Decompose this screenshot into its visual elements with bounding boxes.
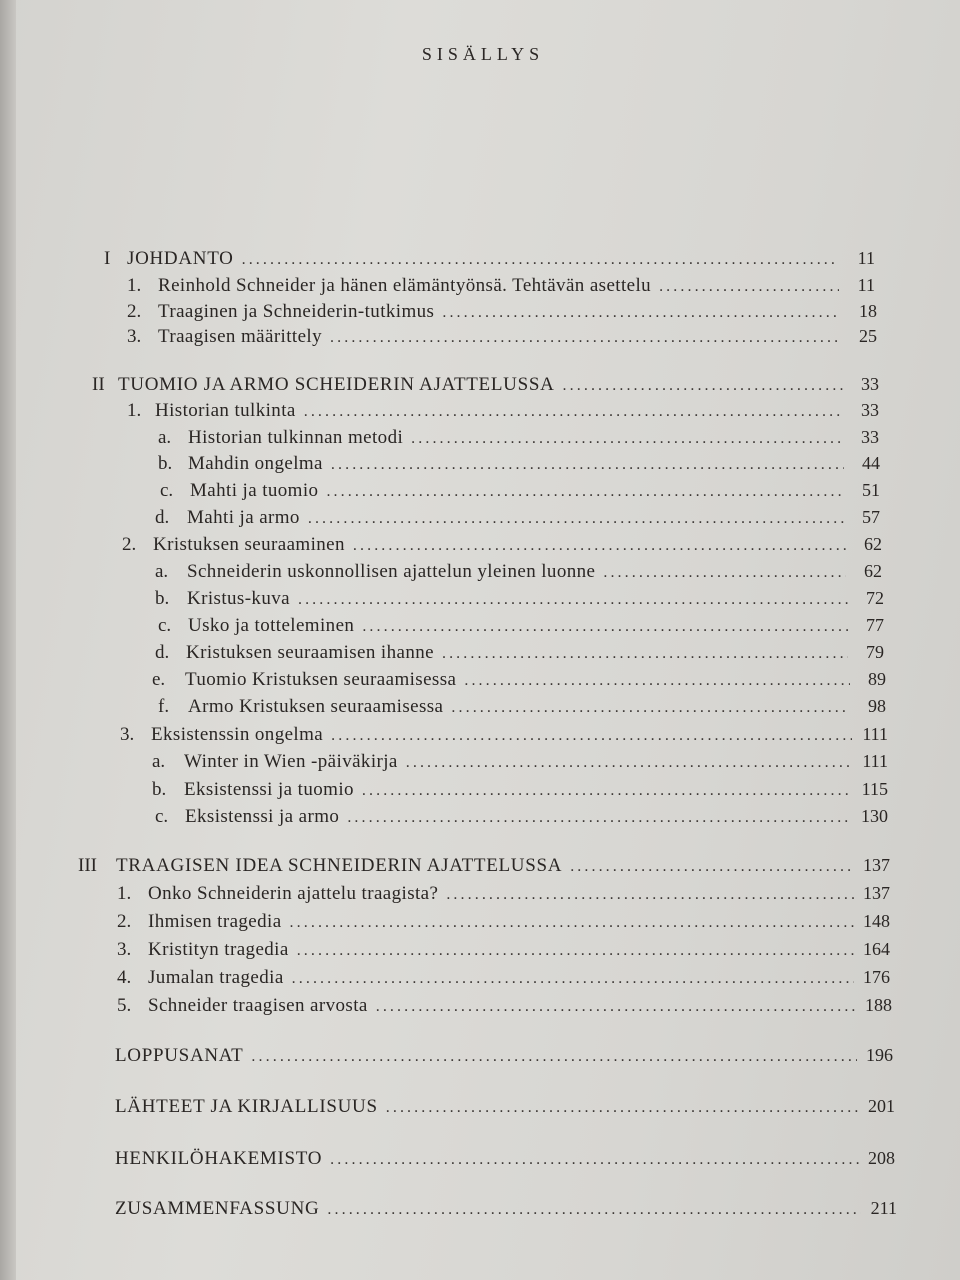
toc-entry-page-number: 33: [861, 374, 879, 394]
page-title: SISÄLLYS: [421, 44, 545, 64]
toc-entry-title: Kristuksen seuraaminen: [153, 534, 345, 555]
leader-dots: [251, 1048, 857, 1066]
toc-entry-title: Ihmisen tragedia: [148, 911, 282, 932]
toc-entry-title: Schneider traagisen arvosta: [148, 995, 368, 1016]
toc-entry-page-number: 62: [864, 534, 882, 554]
leader-dots: [451, 699, 850, 717]
toc-entry: [158, 696, 886, 718]
toc-entry-number: 3.: [117, 939, 132, 960]
toc-entry-page-number: 11: [857, 275, 875, 295]
toc-entry-page-number: 79: [866, 642, 884, 662]
toc-entry-page-number: 25: [859, 326, 877, 346]
toc-entry-page-number: 176: [863, 967, 890, 987]
toc-entry-number: 3.: [127, 326, 142, 347]
toc-entry-number: 3.: [120, 724, 135, 745]
leader-dots: [331, 456, 844, 474]
toc-entry-number: 2.: [117, 911, 132, 932]
toc-entry: [160, 480, 880, 502]
toc-entry-page-number: 188: [865, 995, 892, 1015]
toc-entry-title: Eksistenssi ja tuomio: [184, 779, 354, 800]
toc-entry-page-number: 130: [861, 806, 888, 826]
toc-entry-page-number: 62: [864, 561, 882, 581]
toc-entry: [122, 534, 882, 556]
toc-entry-title: Armo Kristuksen seuraamisessa: [188, 696, 444, 717]
toc-entry-number: a.: [155, 561, 169, 582]
toc-entry-title: JOHDANTO: [127, 248, 234, 269]
toc-entry-page-number: 201: [868, 1096, 895, 1116]
toc-entry: [115, 1198, 897, 1220]
leader-dots: [563, 377, 843, 395]
leader-dots: [386, 1099, 859, 1117]
toc-entry-number: c.: [158, 615, 172, 636]
toc-entry: [115, 1096, 895, 1118]
leader-dots: [411, 430, 843, 448]
toc-entry-number: II: [92, 374, 105, 395]
toc-entry: [92, 374, 879, 396]
toc-entry-number: d.: [155, 642, 170, 663]
toc-entry-title: Reinhold Schneider ja hänen elämäntyönsä. Tehtävän asettelu: [158, 275, 652, 296]
leader-dots: [442, 304, 841, 322]
toc-entry-title: Usko ja totteleminen: [188, 615, 355, 636]
toc-entry-title: Kristuksen seuraamisen ihanne: [186, 642, 434, 663]
toc-entry-number: 4.: [117, 967, 132, 988]
toc-entry-title: ZUSAMMENFASSUNG: [115, 1198, 320, 1219]
toc-entry: [127, 301, 877, 323]
toc-entry-page-number: 111: [862, 751, 888, 771]
leader-dots: [446, 886, 854, 904]
toc-entry-number: b.: [152, 779, 167, 800]
leader-dots: [304, 403, 843, 421]
toc-entry-title: TRAAGISEN IDEA SCHNEIDERIN AJATTELUSSA: [116, 855, 563, 876]
toc-entry-title: LÄHTEET JA KIRJALLISUUS: [115, 1096, 378, 1117]
toc-entry-page-number: 111: [862, 724, 888, 744]
toc-entry-title: Eksistenssin ongelma: [151, 724, 324, 745]
toc-entry: [117, 967, 890, 989]
toc-entry-page-number: 72: [866, 588, 884, 608]
toc-entry: [158, 615, 884, 637]
toc-entry-number: 1.: [117, 883, 132, 904]
toc-entry-number: a.: [158, 427, 172, 448]
toc-entry-page-number: 137: [863, 883, 890, 903]
toc-entry-title: Mahti ja tuomio: [190, 480, 319, 501]
toc-entry-title: Eksistenssi ja armo: [185, 806, 340, 827]
leader-dots: [330, 329, 841, 347]
toc-entry: [155, 507, 880, 529]
toc-entry-page-number: 89: [868, 669, 886, 689]
toc-entry-title: Mahdin ongelma: [188, 453, 323, 474]
toc-entry: [152, 779, 888, 801]
toc-entry-title: Traagisen määrittely: [158, 326, 323, 347]
toc-entry: [120, 724, 888, 746]
toc-entry-title: Mahti ja armo: [187, 507, 300, 528]
toc-entry: [155, 561, 882, 583]
toc-entry: [155, 588, 884, 610]
toc-entry-page-number: 44: [862, 453, 880, 473]
toc-entry-page-number: 18: [859, 301, 877, 321]
leader-dots: [570, 858, 854, 876]
toc-entry: [117, 995, 892, 1017]
toc-entry-title: Traaginen ja Schneiderin-tutkimus: [158, 301, 435, 322]
toc-entry: [155, 642, 884, 664]
leader-dots: [297, 942, 854, 960]
leader-dots: [298, 591, 848, 609]
toc-entry-title: Historian tulkinnan metodi: [188, 427, 404, 448]
toc-entry-number: c.: [160, 480, 174, 501]
toc-entry-title: Historian tulkinta: [155, 400, 296, 421]
toc-entry: [127, 326, 877, 348]
toc-entry-page-number: 33: [861, 427, 879, 447]
toc-entry-number: f.: [158, 696, 170, 717]
leader-dots: [242, 251, 839, 269]
leader-dots: [308, 510, 844, 528]
toc-entry: [152, 669, 886, 691]
toc-entry-page-number: 33: [861, 400, 879, 420]
leader-dots: [331, 727, 852, 745]
toc-entry-number: III: [78, 855, 97, 876]
toc-entry-number: I: [104, 248, 111, 269]
toc-entry: [117, 939, 890, 961]
toc-entry-page-number: 98: [868, 696, 886, 716]
toc-entry-page-number: 51: [862, 480, 880, 500]
toc-entry-number: 1.: [127, 400, 142, 421]
toc-entry-number: 2.: [122, 534, 137, 555]
toc-entry-number: 5.: [117, 995, 132, 1016]
toc-entry-page-number: 196: [866, 1045, 893, 1065]
toc-entry-page-number: 164: [863, 939, 890, 959]
toc-entry-number: d.: [155, 507, 170, 528]
toc-entry-title: Schneiderin uskonnollisen ajattelun yleinen luonne: [187, 561, 596, 582]
leader-dots: [603, 564, 846, 582]
toc-entry-number: b.: [158, 453, 173, 474]
leader-dots: [327, 1201, 861, 1219]
toc-entry-title: Tuomio Kristuksen seuraamisessa: [185, 669, 457, 690]
toc-entry-title: LOPPUSANAT: [115, 1045, 244, 1066]
leader-dots: [362, 618, 848, 636]
toc-entry: [117, 911, 890, 933]
toc-entry: [152, 751, 888, 773]
toc-entry-page-number: 57: [862, 507, 880, 527]
page-gutter: [0, 0, 16, 1280]
toc-entry: [78, 855, 890, 877]
leader-dots: [330, 1151, 859, 1169]
leader-dots: [292, 970, 854, 988]
toc-entry-number: a.: [152, 751, 166, 772]
toc-entry: [158, 427, 879, 449]
toc-entry-number: 2.: [127, 301, 142, 322]
toc-entry-number: e.: [152, 669, 166, 690]
toc-entry-title: Jumalan tragedia: [148, 967, 284, 988]
toc-entry-title: TUOMIO JA ARMO SCHEIDERIN AJATTELUSSA: [118, 374, 555, 395]
toc-entry-page-number: 211: [870, 1198, 897, 1218]
toc-entry-title: HENKILÖHAKEMISTO: [115, 1148, 323, 1169]
toc-entry-page-number: 148: [863, 911, 890, 931]
toc-entry: [127, 400, 879, 422]
leader-dots: [464, 672, 850, 690]
toc-entry-title: Kristityn tragedia: [148, 939, 289, 960]
toc-entry: [127, 275, 875, 297]
toc-entry: [117, 883, 890, 905]
leader-dots: [290, 914, 854, 932]
toc-entry-title: Winter in Wien -päiväkirja: [184, 751, 398, 772]
toc-entry-number: 1.: [127, 275, 142, 296]
toc-entry-page-number: 77: [866, 615, 884, 635]
leader-dots: [376, 998, 856, 1016]
toc-entry: [115, 1148, 895, 1170]
leader-dots: [659, 278, 839, 296]
toc-entry-page-number: 208: [868, 1148, 895, 1168]
toc-entry: [158, 453, 880, 475]
toc-entry: [115, 1045, 893, 1067]
leader-dots: [406, 754, 852, 772]
toc-entry-number: b.: [155, 588, 170, 609]
toc-entry-title: Kristus-kuva: [187, 588, 290, 609]
toc-entry: [155, 806, 888, 828]
toc-entry-title: Onko Schneiderin ajattelu traagista?: [148, 883, 439, 904]
leader-dots: [362, 782, 852, 800]
leader-dots: [442, 645, 848, 663]
leader-dots: [347, 809, 852, 827]
leader-dots: [353, 537, 846, 555]
toc-entry-page-number: 115: [861, 779, 888, 799]
toc-entry: [104, 248, 875, 270]
toc-entry-page-number: 11: [857, 248, 875, 268]
leader-dots: [326, 483, 844, 501]
toc-entry-number: c.: [155, 806, 169, 827]
toc-entry-page-number: 137: [863, 855, 890, 875]
